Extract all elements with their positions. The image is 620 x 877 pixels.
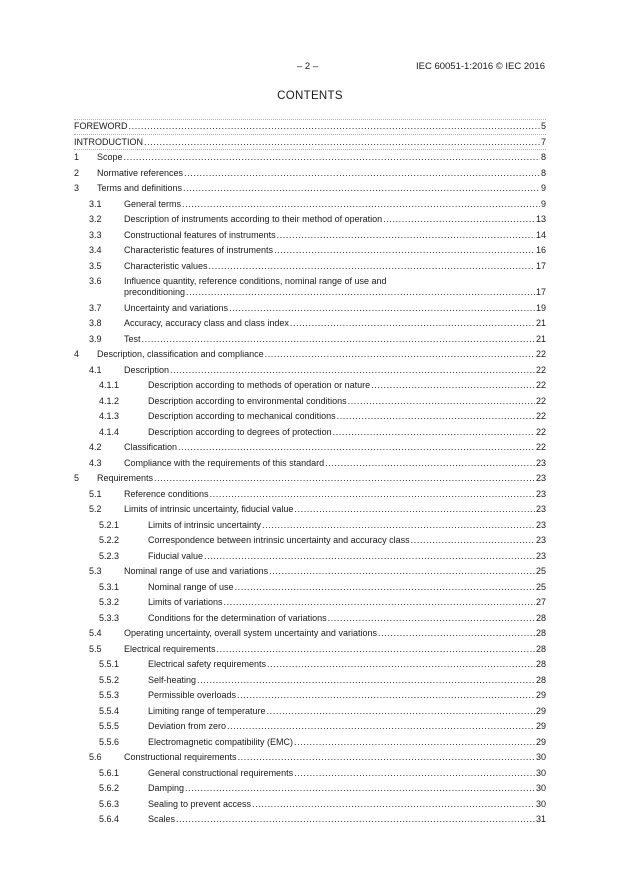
toc-entry-title-continued: preconditioning [124,286,186,297]
toc-page-number: 29 [535,721,546,731]
toc-separator-rule [74,149,546,150]
toc-entry-title: FOREWORD [74,121,128,131]
toc-entry[interactable] [89,276,546,297]
toc-entry-number: 4 [74,349,80,359]
toc-entry[interactable] [89,230,546,241]
toc-entry-number: 4.3 [89,457,102,468]
toc-entry-number: 3.6 [89,276,102,286]
toc-dot-leader [274,245,535,256]
toc-entry[interactable] [89,489,546,500]
toc-page-number: 19 [535,302,546,313]
toc-entry[interactable] [89,504,546,515]
toc-entry[interactable] [99,783,546,794]
toc-dot-leader [238,752,535,763]
toc-entry[interactable] [99,659,546,670]
toc-entry-number: 5.4 [89,628,102,638]
toc-entry[interactable] [74,152,546,163]
toc-dot-leader [337,411,535,422]
toc-page-number: 31 [535,814,546,824]
toc-entry-title: Limits of intrinsic uncertainty [148,519,262,530]
toc-entry[interactable] [89,303,546,314]
toc-entry[interactable] [89,318,546,329]
toc-entry-title: Description, classification and compliance [97,349,264,359]
toc-entry-number: 4.1 [89,364,102,375]
toc-entry-title: Influence quantity, reference conditions, nominal range of use and [124,276,387,286]
toc-dot-leader [294,768,535,779]
toc-entry[interactable] [99,706,546,717]
toc-entry[interactable] [99,613,546,624]
toc-dot-leader [294,504,535,515]
toc-page-number: 30 [535,767,546,778]
toc-entry-number: 5.6.3 [99,798,120,809]
toc-entry-title: Uncertainty and variations [124,302,229,313]
toc-entry[interactable] [99,411,546,422]
toc-entry[interactable] [74,183,546,194]
toc-entry[interactable] [74,168,546,179]
toc-entry-title: Characteristic features of instruments [124,245,274,255]
toc-entry[interactable] [89,628,546,639]
toc-page-number: 25 [535,581,546,592]
toc-entry-title: Damping [148,783,185,793]
toc-page-number: 30 [535,752,546,762]
toc-page-number: 29 [535,705,546,716]
toc-dot-leader [383,214,535,225]
toc-entry-title: Classification [124,442,178,452]
toc-dot-leader [129,121,540,132]
toc-dot-leader [237,690,535,701]
toc-entry[interactable] [99,721,546,732]
toc-entry[interactable] [89,644,546,655]
toc-entry[interactable] [99,551,546,562]
toc-entry-title: Electrical safety requirements [148,659,267,669]
toc-entry-title: Description according to methods of operation or nature [148,380,371,390]
toc-dot-leader [124,152,540,163]
toc-entry-number: 3 [74,183,80,193]
toc-dot-leader [142,334,535,345]
toc-entry[interactable] [99,768,546,779]
toc-entry-number: 2 [74,167,80,178]
toc-dot-leader [265,349,535,360]
toc-entry[interactable] [89,261,546,272]
toc-page-number: 28 [535,628,546,638]
toc-dot-leader [176,814,535,825]
toc-entry-number: 5.5.4 [99,705,120,716]
toc-dot-leader [210,489,535,500]
toc-page-number: 7 [540,136,546,147]
toc-entry-number: 5.3.2 [99,597,120,607]
toc-entry-number: 3.8 [89,318,102,328]
toc-entry[interactable] [74,121,546,132]
toc-entry[interactable] [99,814,546,825]
toc-dot-leader [411,535,535,546]
page-number-header: – 2 – [297,61,319,72]
toc-entry[interactable] [89,458,546,469]
toc-page-number: 9 [540,198,546,209]
toc-page-number: 22 [535,426,546,437]
toc-entry-number: 5.1 [89,488,102,499]
toc-dot-leader [333,427,535,438]
toc-page-number: 29 [535,690,546,700]
toc-page-number: 8 [540,167,546,178]
toc-entry-number: 5.6.1 [99,767,120,778]
page-title: CONTENTS [277,90,343,102]
toc-dot-leader [277,230,535,241]
toc-entry-title: Constructional requirements [124,752,237,762]
toc-page-number: 30 [535,783,546,793]
toc-page-number: 21 [535,333,546,344]
toc-separator-rule [74,134,546,135]
toc-entry[interactable] [99,520,546,531]
toc-dot-leader [224,597,535,608]
toc-page-number: 22 [535,395,546,406]
toc-entry-number: 5.2.1 [99,519,120,530]
toc-entry-title: Conditions for the determination of variations [148,612,327,623]
toc-page-number: 23 [535,457,546,468]
toc-entry-number: 5.2.3 [99,550,120,561]
toc-dot-leader [227,721,535,732]
toc-page-number: 21 [535,318,546,328]
toc-entry-number: 5.3.1 [99,581,120,592]
toc-entry[interactable] [99,380,546,391]
toc-entry-title: Scope [97,152,123,162]
toc-page-number: 5 [540,121,546,131]
toc-entry[interactable] [74,137,546,148]
toc-page-number: 27 [535,597,546,607]
toc-entry[interactable] [74,473,546,484]
toc-entry-number: 5.6 [89,752,102,762]
toc-entry-title: Electromagnetic compatibility (EMC) [148,736,294,747]
toc-page-number: 23 [535,519,546,530]
toc-entry-title: Electrical requirements [124,643,216,654]
toc-dot-leader [262,520,535,531]
toc-entry-title: Operating uncertainty, overall system uncertainty and variations [124,628,377,638]
toc-entry-title: Description [124,364,170,375]
toc-page-number: 22 [535,364,546,375]
toc-entry-title: Description according to environmental conditions [148,395,347,406]
toc-page-number: 22 [535,349,546,359]
toc-entry[interactable] [89,214,546,225]
standard-reference-header: IEC 60051-1:2016 © IEC 2016 [415,61,545,72]
toc-entry-title: Permissible overloads [148,690,237,700]
toc-entry-number: 3.3 [89,229,102,240]
toc-entry-number: 5.2.2 [99,535,120,545]
toc-entry-title: Limiting range of temperature [148,705,266,716]
toc-entry-title: General constructional requirements [148,767,294,778]
toc-entry-number: 5.5.2 [99,674,120,685]
toc-page-number: 22 [535,380,546,390]
toc-entry-title: Accuracy, accuracy class and class index [124,318,289,328]
toc-page-number: 17 [535,286,546,297]
toc-page-number: 23 [535,504,546,514]
toc-entry-number: 4.1.3 [99,411,120,421]
toc-entry-number: 3.1 [89,198,102,209]
toc-entry[interactable] [89,442,546,453]
toc-entry[interactable] [89,334,546,345]
toc-entry-title: Nominal range of use [148,581,234,592]
toc-page-number: 25 [535,566,546,576]
toc-entry-number: 4.1.4 [99,426,120,437]
toc-entry[interactable] [89,365,546,376]
toc-entry-title: Test [124,333,141,344]
toc-entry[interactable] [89,752,546,763]
toc-dot-leader [186,287,535,298]
toc-entry[interactable] [99,582,546,593]
toc-entry[interactable] [89,199,546,210]
toc-dot-leader [182,199,540,210]
toc-dot-leader [325,458,535,469]
toc-entry-title: Self-heating [148,674,197,685]
toc-entry-number: 5.6.4 [99,814,120,824]
toc-entry-number: 5.5.6 [99,736,120,747]
toc-entry-number: 5.3.3 [99,612,120,623]
toc-entry-title: Description of instruments according to their method of operation [124,214,383,224]
toc-dot-leader [154,473,535,484]
toc-entry-number: 5.6.2 [99,783,120,793]
toc-entry-title: Fiducial value [148,550,204,561]
toc-entry[interactable] [99,597,546,608]
toc-entry-title: Limits of variations [148,597,223,607]
toc-entry-number: 3.7 [89,302,102,313]
toc-entry-title: Terms and definitions [97,183,183,193]
toc-dot-leader [328,613,535,624]
toc-entry-number: 5 [74,473,80,483]
toc-entry-number: 5.3 [89,566,102,576]
toc-entry-number: 5.5 [89,643,102,654]
toc-page-number: 23 [535,535,546,545]
toc-entry-title: Deviation from zero [148,721,227,731]
toc-entry-number: 3.4 [89,245,102,255]
toc-entry-title: Description according to mechanical conditions [148,411,336,421]
toc-entry-title: INTRODUCTION [74,136,143,147]
toc-page-number: 22 [535,411,546,421]
toc-entry-title: General terms [124,198,182,209]
toc-entry-title: Description according to degrees of protection [148,426,332,437]
toc-entry-number: 3.2 [89,214,102,224]
toc-dot-leader [144,137,540,148]
toc-dot-leader [197,675,535,686]
toc-dot-leader [229,303,535,314]
toc-entry[interactable] [89,566,546,577]
toc-entry-number: 4.1.2 [99,395,120,406]
toc-page-number: 23 [535,488,546,499]
toc-top-rule [74,119,546,120]
toc-entry-title: Normative references [97,167,184,178]
toc-dot-leader [378,628,535,639]
toc-entry-number: 3.9 [89,333,102,344]
toc-entry-number: 3.5 [89,260,102,271]
toc-entry[interactable] [89,245,546,256]
toc-page-number: 13 [535,214,546,224]
toc-entry-title: Compliance with the requirements of this standard [124,457,325,468]
toc-entry-number: 5.2 [89,504,102,514]
toc-entry[interactable] [99,675,546,686]
toc-page-number: 23 [535,550,546,561]
toc-dot-leader [184,168,540,179]
toc-entry-title: Limits of intrinsic uncertainty, fiducial value [124,504,294,514]
toc-entry[interactable] [99,535,546,546]
toc-entry-title: Reference conditions [124,488,209,499]
toc-page-number: 9 [540,183,546,193]
toc-entry[interactable] [99,427,546,438]
toc-entry[interactable] [74,349,546,360]
toc-dot-leader [178,442,535,453]
toc-entry-title: Constructional features of instruments [124,229,276,240]
toc-entry-title: Characteristic values [124,260,208,271]
toc-page-number: 28 [535,643,546,654]
toc-entry-number: 4.2 [89,442,102,452]
toc-dot-leader [294,737,535,748]
toc-page-number: 28 [535,674,546,685]
toc-page-number: 23 [535,473,546,483]
toc-dot-leader [170,365,535,376]
toc-dot-leader [348,396,535,407]
toc-entry-number: 1 [74,152,80,162]
toc-dot-leader [252,799,535,810]
toc-entry-number: 5.5.3 [99,690,120,700]
toc-dot-leader [267,659,535,670]
toc-dot-leader [183,183,540,194]
toc-page-number: 16 [535,245,546,255]
toc-entry-title: Scales [148,814,176,824]
toc-entry-title: Sealing to prevent access [148,798,252,809]
toc-dot-leader [267,706,535,717]
toc-page-number: 28 [535,612,546,623]
toc-entry-number: 5.5.1 [99,659,120,669]
toc-page-number: 17 [535,260,546,271]
toc-page-number: 30 [535,798,546,809]
toc-dot-leader [204,551,535,562]
toc-dot-leader [209,261,535,272]
toc-page-number: 22 [535,442,546,452]
toc-entry-number: 4.1.1 [99,380,120,390]
toc-entry[interactable] [99,799,546,810]
toc-dot-leader [217,644,535,655]
toc-dot-leader [235,582,535,593]
toc-entry-number: 5.5.5 [99,721,120,731]
toc-dot-leader [290,318,535,329]
toc-entry[interactable] [99,690,546,701]
toc-dot-leader [185,783,535,794]
toc-entry-title: Requirements [97,473,154,483]
toc-entry[interactable] [99,737,546,748]
toc-dot-leader [371,380,535,391]
toc-entry-title: Nominal range of use and variations [124,566,269,576]
toc-page-number: 28 [535,659,546,669]
toc-page-number: 29 [535,736,546,747]
toc-dot-leader [269,566,535,577]
toc-entry-title: Correspondence between intrinsic uncertainty and accuracy class [148,535,410,545]
toc-entry[interactable] [99,396,546,407]
toc-page-number: 8 [540,152,546,162]
toc-page-number: 14 [535,229,546,240]
